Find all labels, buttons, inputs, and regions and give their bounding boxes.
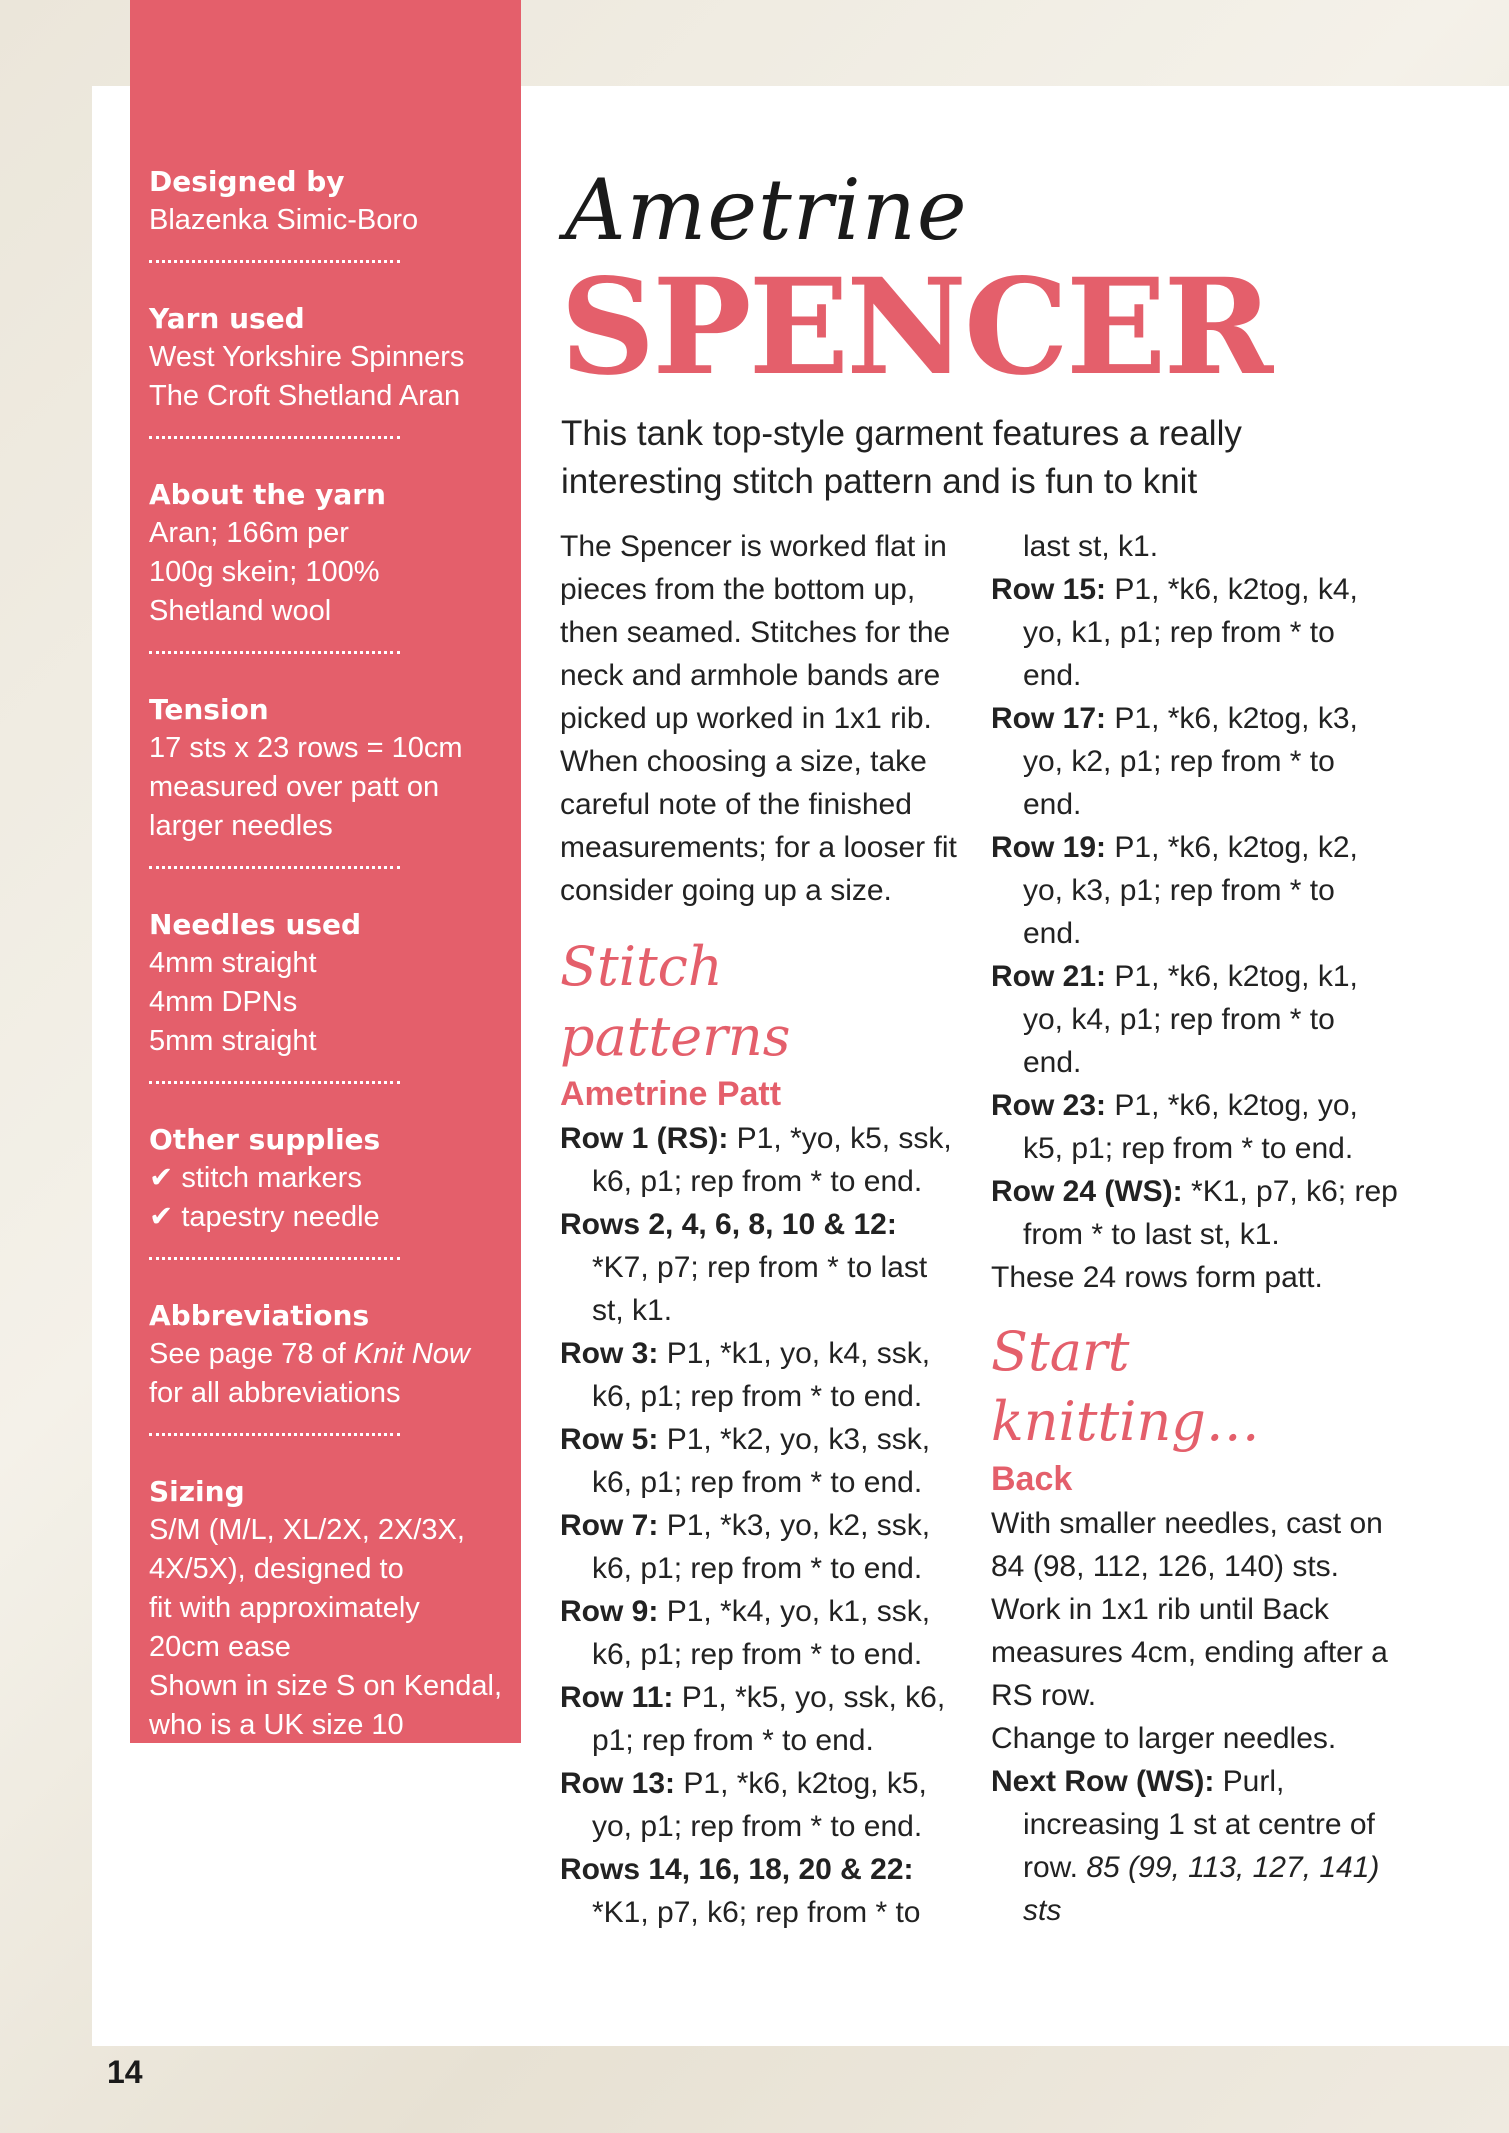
sizing-line: 20cm ease xyxy=(149,1631,291,1663)
needles-line: 4mm DPNs xyxy=(149,986,298,1018)
row-label: Row 1 (RS): xyxy=(560,1122,729,1155)
pattern-row xyxy=(991,1170,1401,1256)
row-text: *K1, p7, k6; rep from * to xyxy=(592,1896,921,1929)
row-label: Row 9: xyxy=(560,1595,659,1628)
designer-label: Designed by xyxy=(149,165,345,198)
row-text: P1, *k6, k2tog, yo, k5, p1; rep from * to end. xyxy=(1023,1089,1358,1165)
pattern-row xyxy=(991,826,1401,955)
abbreviations-line: for all abbreviations xyxy=(149,1377,401,1409)
pattern-row xyxy=(560,1676,960,1762)
row-label: Row 13: xyxy=(560,1767,676,1800)
pattern-rows-right xyxy=(991,568,1401,1256)
tension-line: 17 sts x 23 rows = 10cm xyxy=(149,732,463,764)
yarn-section xyxy=(149,299,521,416)
row-label: Row 3: xyxy=(560,1337,659,1370)
tension-section xyxy=(149,690,521,846)
tension-line: measured over patt on xyxy=(149,771,440,803)
row-text: P1, *k6, k2tog, k3, yo, k2, p1; rep from * to end. xyxy=(1023,702,1358,821)
pattern-row xyxy=(560,1848,960,1934)
pattern-row xyxy=(560,1203,960,1332)
info-sidebar xyxy=(130,0,521,1743)
designer-name: Blazenka Simic-Boro xyxy=(149,204,419,236)
row-label: Rows 14, 16, 18, 20 & 22: xyxy=(560,1853,914,1886)
title-script: Ametrine xyxy=(565,161,968,259)
page-number: 14 xyxy=(107,2054,143,2090)
back-paragraph: With smaller needles, cast on 84 (98, 112, 126, 140) sts. xyxy=(991,1507,1383,1583)
page-title: SPENCER xyxy=(560,250,1271,405)
row-label: Row 21: xyxy=(991,960,1107,993)
abbreviations-label: Abbreviations xyxy=(149,1299,370,1332)
magazine-name: Knit Now xyxy=(353,1338,470,1370)
row-text: *K7, p7; rep from * to last st, k1. xyxy=(592,1251,928,1327)
row-text: P1, *k3, yo, k2, ssk, k6, p1; rep from * to end. xyxy=(592,1509,931,1585)
start-knitting-heading: Start knitting… xyxy=(991,1320,1260,1453)
pattern-row xyxy=(560,1418,960,1504)
dotted-divider xyxy=(149,436,400,439)
tension-label: Tension xyxy=(149,693,269,726)
row-text: P1, *k6, k2tog, k2, yo, k3, p1; rep from * to end. xyxy=(1023,831,1358,950)
pattern-row xyxy=(991,1084,1401,1170)
left-column xyxy=(560,525,960,1934)
row-continuation: last st, k1. xyxy=(1023,530,1159,563)
dotted-divider xyxy=(149,1433,400,1436)
row-label: Row 11: xyxy=(560,1681,674,1714)
supplies-label: Other supplies xyxy=(149,1123,381,1156)
pattern-row xyxy=(991,697,1401,826)
pattern-row xyxy=(560,1332,960,1418)
tension-line: larger needles xyxy=(149,810,333,842)
stitch-count: 85 (99, 113, 127, 141) sts xyxy=(1023,1851,1380,1927)
yarn-line: West Yorkshire Spinners xyxy=(149,341,465,373)
row-label: Rows 2, 4, 6, 8, 10 & 12: xyxy=(560,1208,897,1241)
standfirst: This tank top-style garment features a really interesting stitch pattern and is fun to knit xyxy=(561,414,1242,501)
row-label: Row 15: xyxy=(991,573,1107,606)
yarn-line: The Croft Shetland Aran xyxy=(149,380,461,412)
next-row-text: Purl, increasing 1 st at centre of row. xyxy=(1023,1765,1375,1884)
needles-line: 4mm straight xyxy=(149,947,317,979)
about-yarn-section xyxy=(149,475,521,631)
pattern-row xyxy=(560,1762,960,1848)
abbreviations-text: See page 78 of xyxy=(149,1338,354,1370)
sizing-line: Shown in size S on Kendal, xyxy=(149,1670,503,1702)
row-label: Row 7: xyxy=(560,1509,659,1542)
sizing-label: Sizing xyxy=(149,1475,245,1508)
about-yarn-label: About the yarn xyxy=(149,478,386,511)
back-heading: Back xyxy=(991,1460,1073,1498)
row-text: P1, *yo, k5, ssk, k6, p1; rep from * to end. xyxy=(592,1122,952,1198)
sizing-line: who is a UK size 10 xyxy=(149,1709,404,1741)
needles-section xyxy=(149,905,521,1061)
dotted-divider xyxy=(149,260,400,263)
yarn-label: Yarn used xyxy=(149,302,305,335)
pattern-summary: These 24 rows form patt. xyxy=(991,1261,1323,1294)
dotted-divider xyxy=(149,866,400,869)
row-text: P1, *k6, k2tog, k5, yo, p1; rep from * to end. xyxy=(592,1767,927,1843)
next-row-label: Next Row (WS): xyxy=(991,1765,1215,1798)
dotted-divider xyxy=(149,1257,400,1260)
intro-paragraph: The Spencer is worked flat in pieces from the bottom up, then seamed. Stitches for the neck and armhole bands are picked up worked in 1x1 rib. When choosing a size, take careful note of the finished measurements; for a looser fit consider going up a size. xyxy=(560,530,957,907)
row-label: Row 19: xyxy=(991,831,1107,864)
pattern-row xyxy=(991,955,1401,1084)
sizing-section xyxy=(149,1472,521,1745)
right-column xyxy=(991,525,1401,1932)
row-text: *K1, p7, k6; rep from * to last st, k1. xyxy=(1023,1175,1398,1251)
pattern-row xyxy=(991,568,1401,697)
pattern-rows-left xyxy=(560,1117,960,1934)
dotted-divider xyxy=(149,1081,400,1084)
supplies-line: ✔ tapestry needle xyxy=(149,1201,380,1233)
back-paragraph: Change to larger needles. xyxy=(991,1722,1337,1755)
ametrine-patt-heading: Ametrine Patt xyxy=(560,1075,782,1113)
row-label: Row 17: xyxy=(991,702,1107,735)
row-text: P1, *k1, yo, k4, ssk, k6, p1; rep from * to end. xyxy=(592,1337,931,1413)
pattern-row xyxy=(560,1590,960,1676)
pattern-row xyxy=(560,1117,960,1203)
next-row-instruction xyxy=(991,1760,1401,1932)
row-label: Row 24 (WS): xyxy=(991,1175,1183,1208)
about-yarn-line: 100g skein; 100% xyxy=(149,556,380,588)
about-yarn-line: Aran; 166m per xyxy=(149,517,349,549)
sizing-line: fit with approximately xyxy=(149,1592,420,1624)
row-text: P1, *k6, k2tog, k1, yo, k4, p1; rep from * to end. xyxy=(1023,960,1358,1079)
pattern-row xyxy=(560,1504,960,1590)
about-yarn-line: Shetland wool xyxy=(149,595,332,627)
designer-section xyxy=(149,162,521,240)
sizing-line: 4X/5X), designed to xyxy=(149,1553,404,1585)
row-label: Row 5: xyxy=(560,1423,659,1456)
row-text: P1, *k2, yo, k3, ssk, k6, p1; rep from * to end. xyxy=(592,1423,931,1499)
needles-line: 5mm straight xyxy=(149,1025,317,1057)
abbreviations-line xyxy=(149,1335,521,1374)
supplies-section xyxy=(149,1120,521,1237)
back-paragraph: Work in 1x1 rib until Back measures 4cm, ending after a RS row. xyxy=(991,1593,1388,1712)
stitch-patterns-heading: Stitch patterns xyxy=(560,935,791,1068)
abbreviations-section xyxy=(149,1296,521,1413)
row-label: Row 23: xyxy=(991,1089,1107,1122)
needles-label: Needles used xyxy=(149,908,362,941)
row-text: P1, *k5, yo, ssk, k6, p1; rep from * to end. xyxy=(592,1681,946,1757)
supplies-line: ✔ stitch markers xyxy=(149,1162,362,1194)
row-text: P1, *k4, yo, k1, ssk, k6, p1; rep from * to end. xyxy=(592,1595,931,1671)
dotted-divider xyxy=(149,651,400,654)
sizing-line: S/M (M/L, XL/2X, 2X/3X, xyxy=(149,1514,465,1546)
row-text: P1, *k6, k2tog, k4, yo, k1, p1; rep from * to end. xyxy=(1023,573,1358,692)
